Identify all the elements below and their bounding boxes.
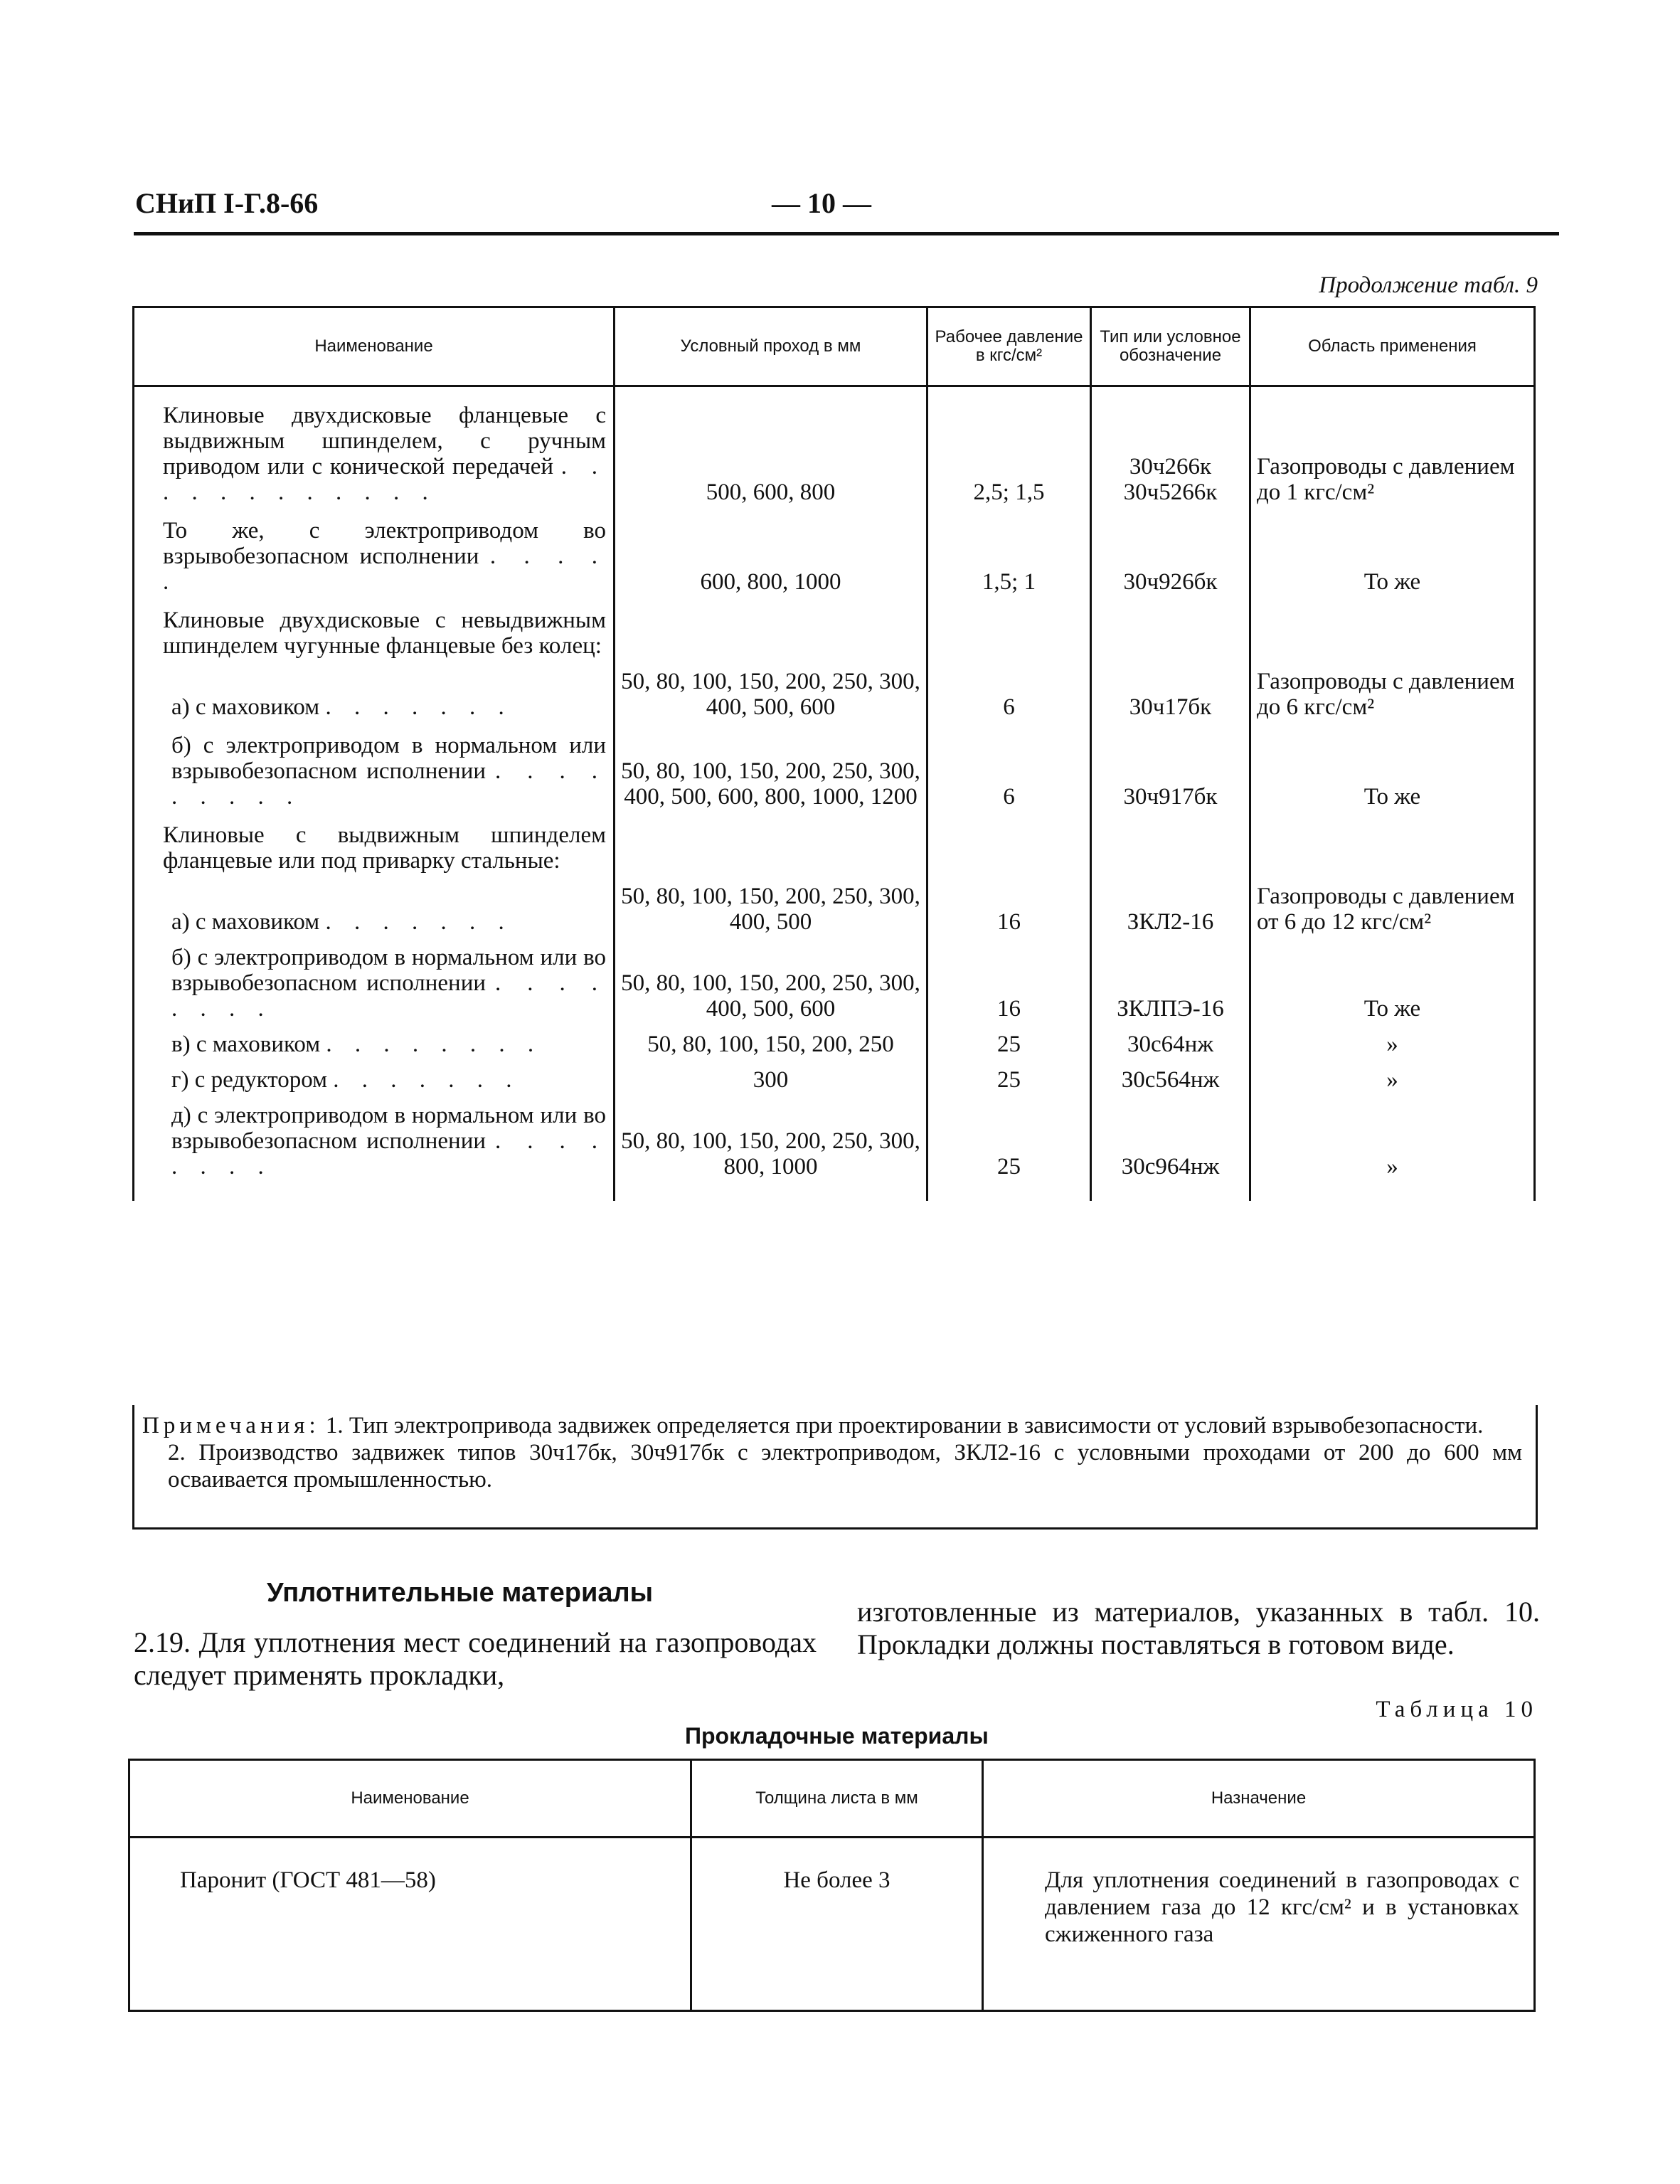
cell-application: То же [1250,720,1535,810]
cell-working-pressure: 16 [927,874,1091,935]
table-header-row [134,307,1535,386]
header-rule [134,232,1559,235]
table-row [134,386,1535,506]
table-header-row [129,1760,1535,1838]
col-header-nominal-bore: Условный проход в мм [615,307,927,386]
leader-dots: . . . . . . . . [326,1032,543,1057]
table-row [134,810,1535,874]
cell-nominal-bore: 50, 80, 100, 150, 200, 250, 300, 400, 500, 600 [615,659,927,720]
cell-application [1250,595,1535,659]
cell-type: ЗКЛПЭ-16 [1091,935,1250,1022]
leader-dots: . . . . . . . . [171,970,607,1022]
cell-thickness: Не более 3 [691,1838,983,2011]
cell-working-pressure: 16 [927,935,1091,1022]
cell-name-text: а) с маховиком [171,909,320,935]
cell-name-text: д) с электроприводом в нормальном или во взрывобезопасном исполнении [171,1103,606,1154]
cell-name [134,386,615,506]
cell-application: То же [1250,935,1535,1022]
cell-application: То же [1250,505,1535,595]
valves-table [132,306,1536,1201]
section-title: Уплотнительные материалы [267,1578,654,1608]
cell-nominal-bore: 500, 600, 800 [615,386,927,506]
cell-name [134,505,615,595]
cell-working-pressure [927,810,1091,874]
col-header-type: Тип или условное обозначение [1091,307,1250,386]
cell-type: 30с64нж [1091,1022,1250,1057]
col-header-working-pressure: Рабочее давление в кгс/см² [927,307,1091,386]
cell-name [134,1022,615,1057]
cell-application: Газопроводы с давлением до 6 кгс/см² [1250,659,1535,720]
cell-name [134,595,615,659]
table-row [134,1022,1535,1057]
table-10-label: Таблица 10 [1376,1697,1538,1722]
cell-nominal-bore: 50, 80, 100, 150, 200, 250, 300, 400, 500 [615,874,927,935]
cell-nominal-bore: 50, 80, 100, 150, 200, 250, 300, 800, 1000 [615,1093,927,1201]
cell-nominal-bore: 300 [615,1057,927,1093]
table-row [134,1057,1535,1093]
cell-name-text: То же, с электроприводом во взрывобезопасном исполнении [163,518,606,569]
note-1 [142,1412,1522,1439]
cell-name-text: б) с электроприводом в нормальном или взрывобезопасном исполнении [171,733,606,784]
leader-dots: . . . . . . . . . [171,758,607,810]
table-continuation-label: Продолжение табл. 9 [1319,272,1538,298]
cell-name [134,659,615,720]
note-2: 2. Производство задвижек типов 30ч17бк, 30ч917бк с электроприводом, ЗКЛ2-16 с условными проходами от 200 до 600 мм осваивается промышленностью. [168,1440,1522,1493]
cell-name [134,1057,615,1093]
cell-working-pressure: 1,5; 1 [927,505,1091,595]
cell-application [1250,810,1535,874]
cell-purpose: Для уплотнения соединений в газопроводах с давлением газа до 12 кгс/см² и в установках сжиженного газа [983,1838,1535,2011]
cell-type: 30ч926бк [1091,505,1250,595]
cell-type [1091,595,1250,659]
leader-dots: . . . . . [163,544,606,595]
cell-working-pressure [927,595,1091,659]
cell-material-name: Паронит (ГОСТ 481—58) [129,1838,691,2011]
cell-application: » [1250,1057,1535,1093]
cell-type: 30ч266к 30ч5266к [1091,386,1250,506]
cell-name [134,810,615,874]
cell-name [134,720,615,810]
table-row [134,874,1535,935]
cell-type: 30ч917бк [1091,720,1250,810]
cell-type: ЗКЛ2-16 [1091,874,1250,935]
cell-nominal-bore [615,595,927,659]
cell-name-text: б) с электроприводом в нормальном или во взрывобезопасном исполнении [171,945,606,996]
gasket-materials-table [128,1759,1536,2012]
cell-name-text: Клиновые двухдисковые фланцевые с выдвижным шпинделем, с ручным приводом или с конической передачей [163,403,606,479]
col-header-thickness: Толщина листа в мм [691,1760,983,1838]
paragraph-2-19-end: изготовленные из материалов, указанных в табл. 10. Прокладки должны поставляться в готовом виде. [857,1596,1540,1660]
cell-working-pressure: 25 [927,1057,1091,1093]
table-10-title: Прокладочные материалы [685,1723,989,1749]
leader-dots: . . . . . . . . . . . . [163,454,607,505]
table-row [134,505,1535,595]
document-code: СНиП I-Г.8-66 [135,187,319,219]
cell-working-pressure: 6 [927,659,1091,720]
leader-dots: . . . . . . . [333,1067,521,1093]
cell-type: 30с964нж [1091,1093,1250,1201]
cell-type [1091,810,1250,874]
leader-dots: . . . . . . . . [171,1128,607,1180]
cell-nominal-bore [615,810,927,874]
col-header-name: Наименование [129,1760,691,1838]
cell-name-text: г) с редуктором [171,1067,328,1093]
table-notes [142,1412,1522,1493]
table-row [134,1093,1535,1201]
page-number: — 10 — [772,187,871,219]
table-row [134,720,1535,810]
cell-name-text: в) с маховиком [171,1032,321,1057]
col-header-application: Область применения [1250,307,1535,386]
notes-label: Примечания: [142,1413,320,1438]
cell-working-pressure: 6 [927,720,1091,810]
leader-dots: . . . . . . . [325,694,513,720]
cell-nominal-bore: 50, 80, 100, 150, 200, 250 [615,1022,927,1057]
cell-type: 30с564нж [1091,1057,1250,1093]
table-row [134,659,1535,720]
cell-working-pressure: 2,5; 1,5 [927,386,1091,506]
leader-dots: . . . . . . . [325,909,513,935]
cell-name [134,935,615,1022]
cell-name-text: Клиновые с выдвижным шпинделем фланцевые или под приварку стальные: [163,822,606,874]
col-header-name: Наименование [134,307,615,386]
cell-working-pressure: 25 [927,1093,1091,1201]
cell-working-pressure: 25 [927,1022,1091,1057]
cell-name [134,1093,615,1201]
cell-name-text: Клиновые двухдисковые с невыдвижным шпинделем чугунные фланцевые без колец: [163,608,606,659]
table-row [129,1838,1535,2011]
table-row [134,595,1535,659]
cell-application: » [1250,1093,1535,1201]
cell-name [134,874,615,935]
cell-nominal-bore: 50, 80, 100, 150, 200, 250, 300, 400, 500, 600 [615,935,927,1022]
cell-type: 30ч17бк [1091,659,1250,720]
col-header-purpose: Назначение [983,1760,1535,1838]
cell-nominal-bore: 600, 800, 1000 [615,505,927,595]
paragraph-2-19-start: 2.19. Для уплотнения мест соединений на газопроводах следует применять прокладки, [134,1626,817,1691]
cell-nominal-bore: 50, 80, 100, 150, 200, 250, 300, 400, 500, 600, 800, 1000, 1200 [615,720,927,810]
table-row [134,935,1535,1022]
note-1-text: 1. Тип электропривода задвижек определяется при проектировании в зависимости от условий взрывобезопасности. [325,1413,1484,1438]
cell-application: » [1250,1022,1535,1057]
cell-name-text: а) с маховиком [171,694,320,720]
cell-application: Газопроводы с давлением до 1 кгс/см² [1250,386,1535,506]
cell-application: Газопроводы с давлением от 6 до 12 кгс/см² [1250,874,1535,935]
